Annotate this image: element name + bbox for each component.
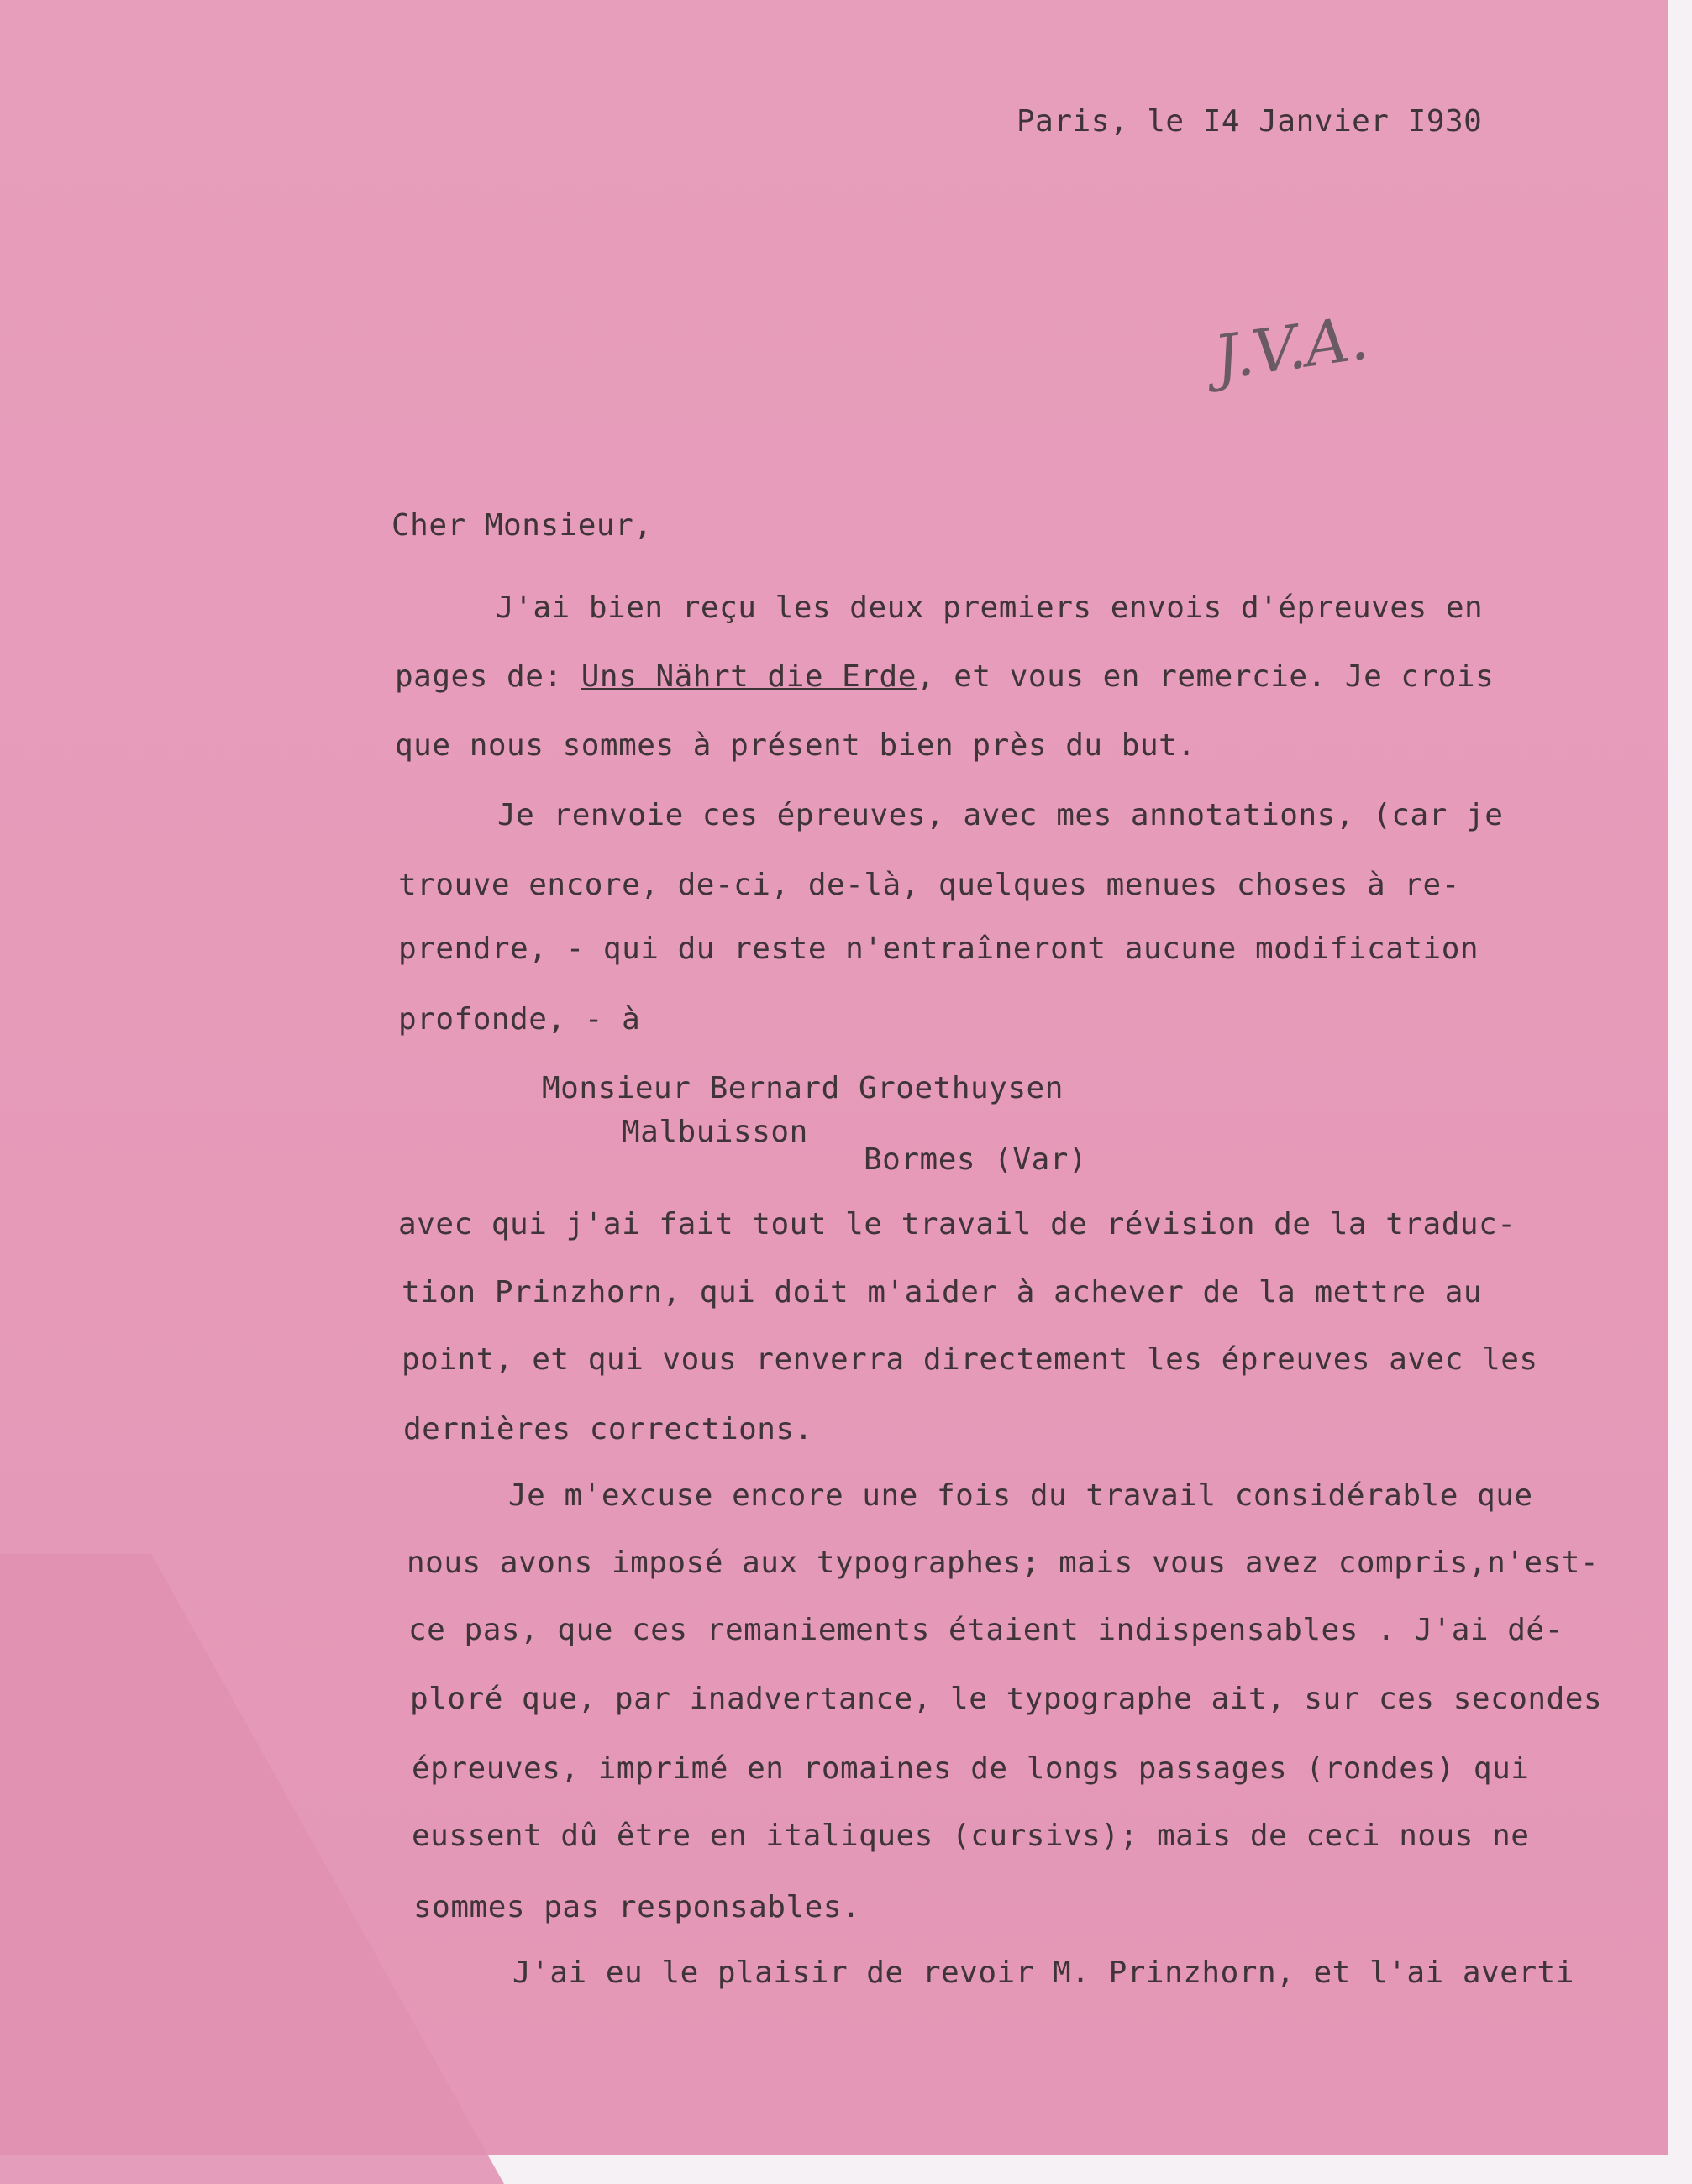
paragraph-2-line-3: prendre, - qui du reste n'entraîneront aucune modification <box>398 932 1479 966</box>
address-name: Monsieur Bernard Groethuysen <box>542 1071 1064 1105</box>
paragraph-3-line-3: point, et qui vous renverra directement les épreuves avec les <box>402 1342 1538 1377</box>
salutation: Cher Monsieur, <box>391 508 653 543</box>
paragraph-4-line-5: épreuves, imprimé en romaines de longs passages (rondes) qui <box>412 1751 1530 1786</box>
paragraph-4-line-7: sommes pas responsables. <box>413 1890 861 1924</box>
paragraph-4-line-6: eussent dû être en italiques (cursivs); mais de ceci nous ne <box>412 1819 1530 1853</box>
line-text: pages de: <box>395 659 581 694</box>
paper-fold <box>0 1554 504 2184</box>
paragraph-4-line-1: Je m'excuse encore une fois du travail considérable que <box>508 1478 1533 1513</box>
paragraph-1-line-1: J'ai bien reçu les deux premiers envois d'épreuves en <box>496 591 1484 625</box>
paragraph-4-line-2: nous avons imposé aux typographes; mais vous avez compris,n'est- <box>407 1546 1600 1580</box>
paragraph-4-line-4: ploré que, par inadvertance, le typographe ait, sur ces secondes <box>410 1682 1603 1716</box>
address-line-3: Bormes (Var) <box>864 1142 1088 1177</box>
letter-date: Paris, le I4 Janvier I930 <box>1017 104 1483 139</box>
paragraph-3-line-2: tion Prinzhorn, qui doit m'aider à achever de la mettre au <box>402 1275 1483 1310</box>
paragraph-2-line-4: profonde, - à <box>398 1002 641 1037</box>
line-text: , et vous en remercie. Je crois <box>916 659 1495 694</box>
paragraph-2-line-1: Je renvoie ces épreuves, avec mes annotations, (car je <box>497 798 1504 832</box>
paragraph-3-line-1: avec qui j'ai fait tout le travail de révision de la traduc- <box>398 1207 1516 1242</box>
address-line-2: Malbuisson <box>622 1115 808 1149</box>
handwritten-initials: J.V.A. <box>1210 302 1373 394</box>
paragraph-1-line-2 <box>395 659 1494 694</box>
book-title: Uns Nährt die Erde <box>581 659 917 694</box>
paragraph-2-line-2: trouve encore, de-ci, de-là, quelques menues choses à re- <box>398 868 1460 902</box>
paragraph-3-line-4: dernières corrections. <box>403 1412 813 1446</box>
paragraph-5-line-1: J'ai eu le plaisir de revoir M. Prinzhorn, et l'ai averti <box>512 1956 1574 1990</box>
paragraph-1-line-3: que nous sommes à présent bien près du but. <box>395 728 1196 763</box>
paragraph-4-line-3: ce pas, que ces remaniements étaient indispensables . J'ai dé- <box>408 1613 1563 1647</box>
